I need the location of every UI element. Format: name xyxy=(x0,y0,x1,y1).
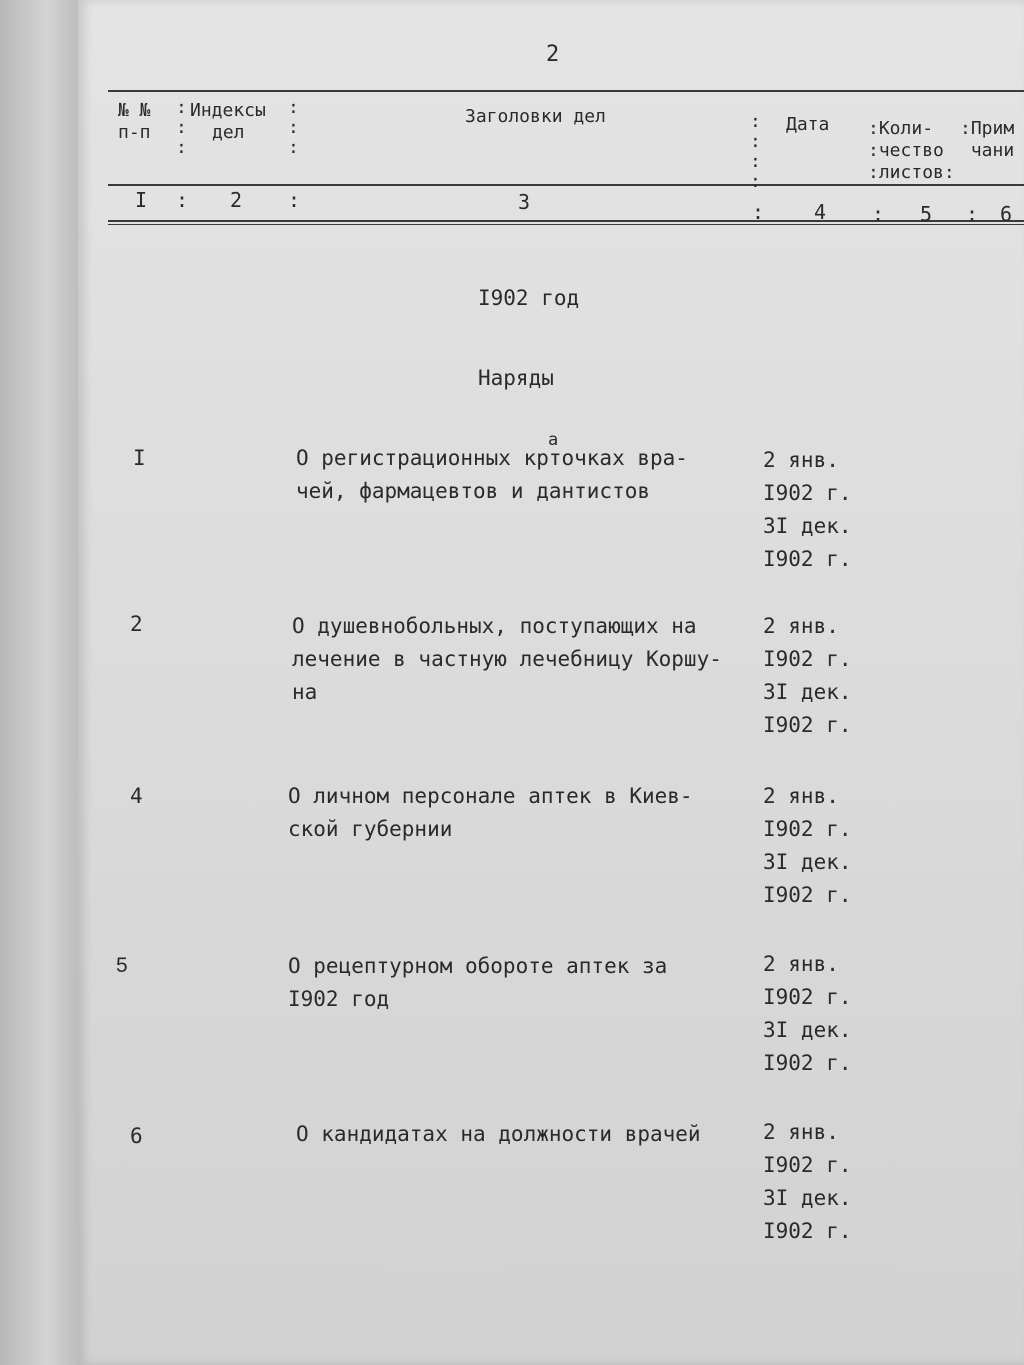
entry-title xyxy=(296,442,756,508)
column-separator: : xyxy=(752,200,765,224)
header-col-titles: Заголовки дел xyxy=(465,106,606,127)
header-col-sheets-line2: чество xyxy=(878,140,944,161)
entry-number: 5 xyxy=(116,954,128,977)
column-number-4: 4 xyxy=(814,200,827,224)
header-col-number-line2: п-п xyxy=(118,122,151,143)
entry-title-line: О рецептурном обороте аптек за xyxy=(288,954,668,978)
date-end-year: I902 г. xyxy=(763,1051,852,1075)
insert-mark: а xyxy=(548,430,559,450)
entry-title-line: О душевнобольных, поступающих на xyxy=(292,614,697,638)
header-separator: : : : xyxy=(288,97,299,158)
date-start-year: I902 г. xyxy=(763,647,852,671)
date-end-year: I902 г. xyxy=(763,883,852,907)
date-end-year: I902 г. xyxy=(763,547,852,571)
date-end-day: 3I дек. xyxy=(763,1186,852,1210)
entry-title xyxy=(292,610,752,709)
entry-title-line: О личном персонале аптек в Киев- xyxy=(288,784,693,808)
date-start-day: 2 янв. xyxy=(763,784,839,808)
date-start-year: I902 г. xyxy=(763,817,852,841)
table-top-rule xyxy=(108,90,1024,92)
entry-title xyxy=(288,950,748,1016)
header-col-index xyxy=(190,100,266,144)
column-separator: : xyxy=(288,188,301,212)
date-start-year: I902 г. xyxy=(763,1153,852,1177)
entry-title xyxy=(296,1118,756,1151)
entry-title-line: О регистрационных кртoчках вра- xyxy=(296,446,688,470)
date-start-year: I902 г. xyxy=(763,985,852,1009)
header-col-index-line1: Индексы xyxy=(190,100,266,121)
date-end-year: I902 г. xyxy=(763,1219,852,1243)
date-end-day: 3I дек. xyxy=(763,850,852,874)
column-number-3: 3 xyxy=(518,190,531,214)
column-numbers-rule xyxy=(108,220,1024,222)
column-number-1: I xyxy=(135,188,148,212)
entry-dates xyxy=(763,444,852,576)
header-col-notes: :Прим чани xyxy=(960,118,1015,161)
entry-number: 2 xyxy=(130,612,143,636)
date-end-day: 3I дек. xyxy=(763,514,852,538)
entry-title-line: I902 год xyxy=(288,987,390,1011)
column-number-2: 2 xyxy=(230,188,243,212)
entry-title xyxy=(288,780,748,846)
date-start-day: 2 янв. xyxy=(763,614,839,638)
header-bottom-rule xyxy=(108,184,1024,186)
year-heading: I902 год xyxy=(478,286,580,310)
entry-dates xyxy=(763,948,852,1080)
entry-title-line: на xyxy=(292,680,318,704)
entry-number: I xyxy=(133,446,146,470)
page-number: 2 xyxy=(546,42,560,67)
date-end-day: 3I дек. xyxy=(763,1018,852,1042)
entry-number: 4 xyxy=(130,784,143,808)
header-col-number-line1: № № xyxy=(118,100,151,121)
column-number-6: 6 xyxy=(1000,202,1013,226)
adjacent-page-edge xyxy=(0,0,78,1365)
date-start-year: I902 г. xyxy=(763,481,852,505)
header-col-index-line2: дел xyxy=(212,122,245,143)
date-end-day: 3I дек. xyxy=(763,680,852,704)
header-col-sheets-line3: листов xyxy=(878,162,944,183)
column-number-5: 5 xyxy=(920,202,933,226)
date-start-day: 2 янв. xyxy=(763,952,839,976)
entry-title-line: лечение в частную лечебницу Коршу- xyxy=(292,647,722,671)
header-col-notes-line2: чани xyxy=(970,140,1015,161)
entry-dates xyxy=(763,780,852,912)
column-separator: : xyxy=(966,202,979,226)
header-col-notes-line1: Прим xyxy=(970,118,1015,139)
column-separator: : xyxy=(872,202,885,226)
header-separator: : : : : xyxy=(750,111,761,192)
section-heading: Наряды xyxy=(478,366,554,390)
entry-title-line: О кандидатах на должности врачей xyxy=(296,1122,701,1146)
header-col-sheets-line1: Коли- xyxy=(878,118,934,139)
header-col-date: Дата xyxy=(786,114,830,135)
header-separator: : : : xyxy=(176,97,187,158)
entry-dates xyxy=(763,1116,852,1248)
entry-title-line: ской губернии xyxy=(288,817,453,841)
date-end-year: I902 г. xyxy=(763,713,852,737)
entry-number: 6 xyxy=(130,1124,143,1148)
entry-title-line: чей, фармацевтов и дантистов xyxy=(296,479,651,503)
header-col-sheets: :Коли- :чество :листов: xyxy=(868,118,955,183)
entry-dates xyxy=(763,610,852,742)
date-start-day: 2 янв. xyxy=(763,448,839,472)
column-separator: : xyxy=(176,188,189,212)
header-col-number xyxy=(118,100,151,144)
date-start-day: 2 янв. xyxy=(763,1120,839,1144)
column-numbers-rule-double xyxy=(108,224,1024,225)
